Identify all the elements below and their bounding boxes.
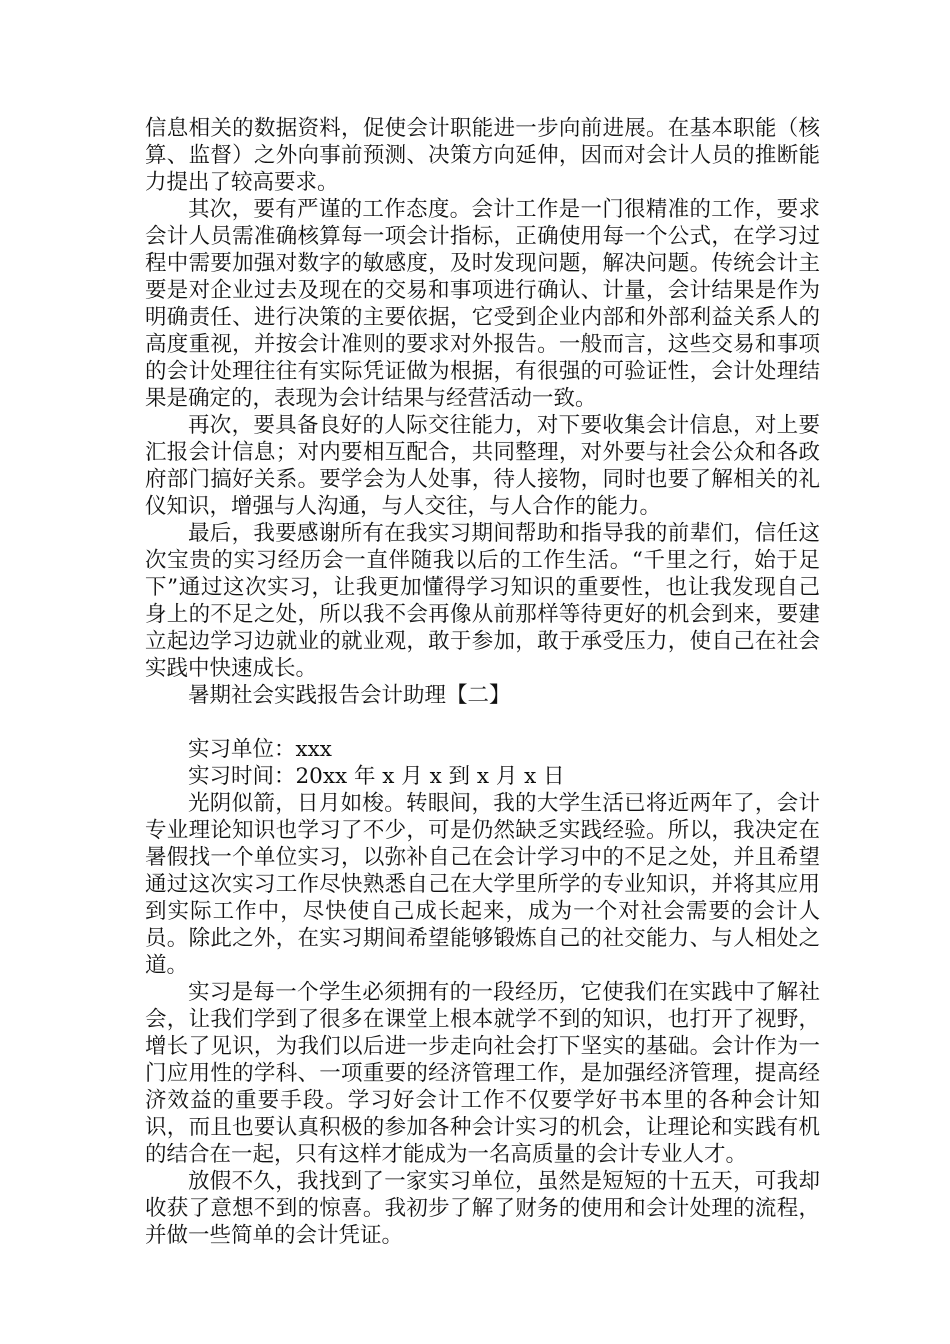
paragraph-rigorous-attitude: 其次，要有严谨的工作态度。会计工作是一门很精准的工作，要求会计人员需准确核算每一项会计指标，正确使用每一个公式，在学习过程中需要加强对数字的敏感度，及时发现问题，解决问题。传统会计主要是对企业过去及现在的交易和事项进行确认、计量，会计结果是作为明确责任、进行决策的主要依据，它受到企业内部和外部利益关系人的高度重视，并按会计准则的要求对外报告。一般而言，这些交易和事项的会计处理往往有实际凭证做为根据，有很强的可验证性，会计处理结果是确定的，表现为会计结果与经营活动一致。: [145, 197, 820, 411]
paragraph-found-unit: 放假不久，我找到了一家实习单位，虽然是短短的十五天，可我却收获了意想不到的惊喜。我初步了解了财务的使用和会计处理的流程，并做一些简单的会计凭证。: [145, 1169, 820, 1248]
paragraph-internship-importance: 实习是每一个学生必须拥有的一段经历，它使我们在实践中了解社会，让我们学到了很多在课堂上根本就学不到的知识，也打开了视野，增长了见识，为我们以后进一步走向社会打下坚实的基础。会计作为一门应用性的学科、一项重要的经济管理工作，是加强经济管理，提高经济效益的重要手段。学习好会计工作不仅要学好书本里的各种会计知识，而且也要认真积极的参加各种会计实习的机会，让理论和实践有机的结合在一起，只有这样才能成为一名高质量的会计专业人才。: [145, 980, 820, 1167]
document-body-part-1: [145, 115, 820, 682]
paragraph-gratitude: 最后，我要感谢所有在我实习期间帮助和指导我的前辈们，信任这次宝贵的实习经历会一直伴随我以后的工作生活。“千里之行，始于足下”通过这次实习，让我更加懂得学习知识的重要性，也让我发现自己身上的不足之处，所以我不会再像从前那样等待更好的机会到来，要建立起边学习边就业的就业观，敢于参加，敢于承受压力，使自己在社会实践中快速成长。: [145, 521, 820, 681]
paragraph-interpersonal-skills: 再次，要具备良好的人际交往能力，对下要收集会计信息，对上要汇报会计信息；对内要相互配合，共同整理，对外要与社会公众和各政府部门搞好关系。要学会为人处事，待人接物，同时也要了解相关的礼仪知识，增强与人沟通，与人交往，与人合作的能力。: [145, 413, 820, 519]
blank-line: [145, 709, 820, 736]
paragraph-info-data: 信息相关的数据资料，促使会计职能进一步向前进展。在基本职能（核算、监督）之外向事前预测、决策方向延伸，因而对会计人员的推断能力提出了较高要求。: [145, 116, 820, 195]
document-body-part-2: [145, 736, 820, 1249]
document-page: [145, 115, 820, 1249]
paragraph-time-flies: 光阴似箭，日月如梭。转眼间，我的大学生活已将近两年了，会计专业理论知识也学习了不少，可是仍然缺乏实践经验。所以，我决定在暑假找一个单位实习，以弥补自己在会计学习中的不足之处，并且希望通过这次实习工作尽快熟悉自己在大学里所学的专业知识，并将其应用到实际工作中，尽快使自己成长起来，成为一个对社会需要的会计人员。除此之外，在实习期间希望能够锻炼自己的社交能力、与人相处之道。: [145, 791, 820, 978]
internship-unit: 实习单位：xxx: [188, 737, 332, 762]
section-title: 暑期社会实践报告会计助理【二】: [188, 683, 511, 708]
internship-time: 实习时间：20xx 年 x 月 x 到 x 月 x 日: [188, 764, 565, 789]
